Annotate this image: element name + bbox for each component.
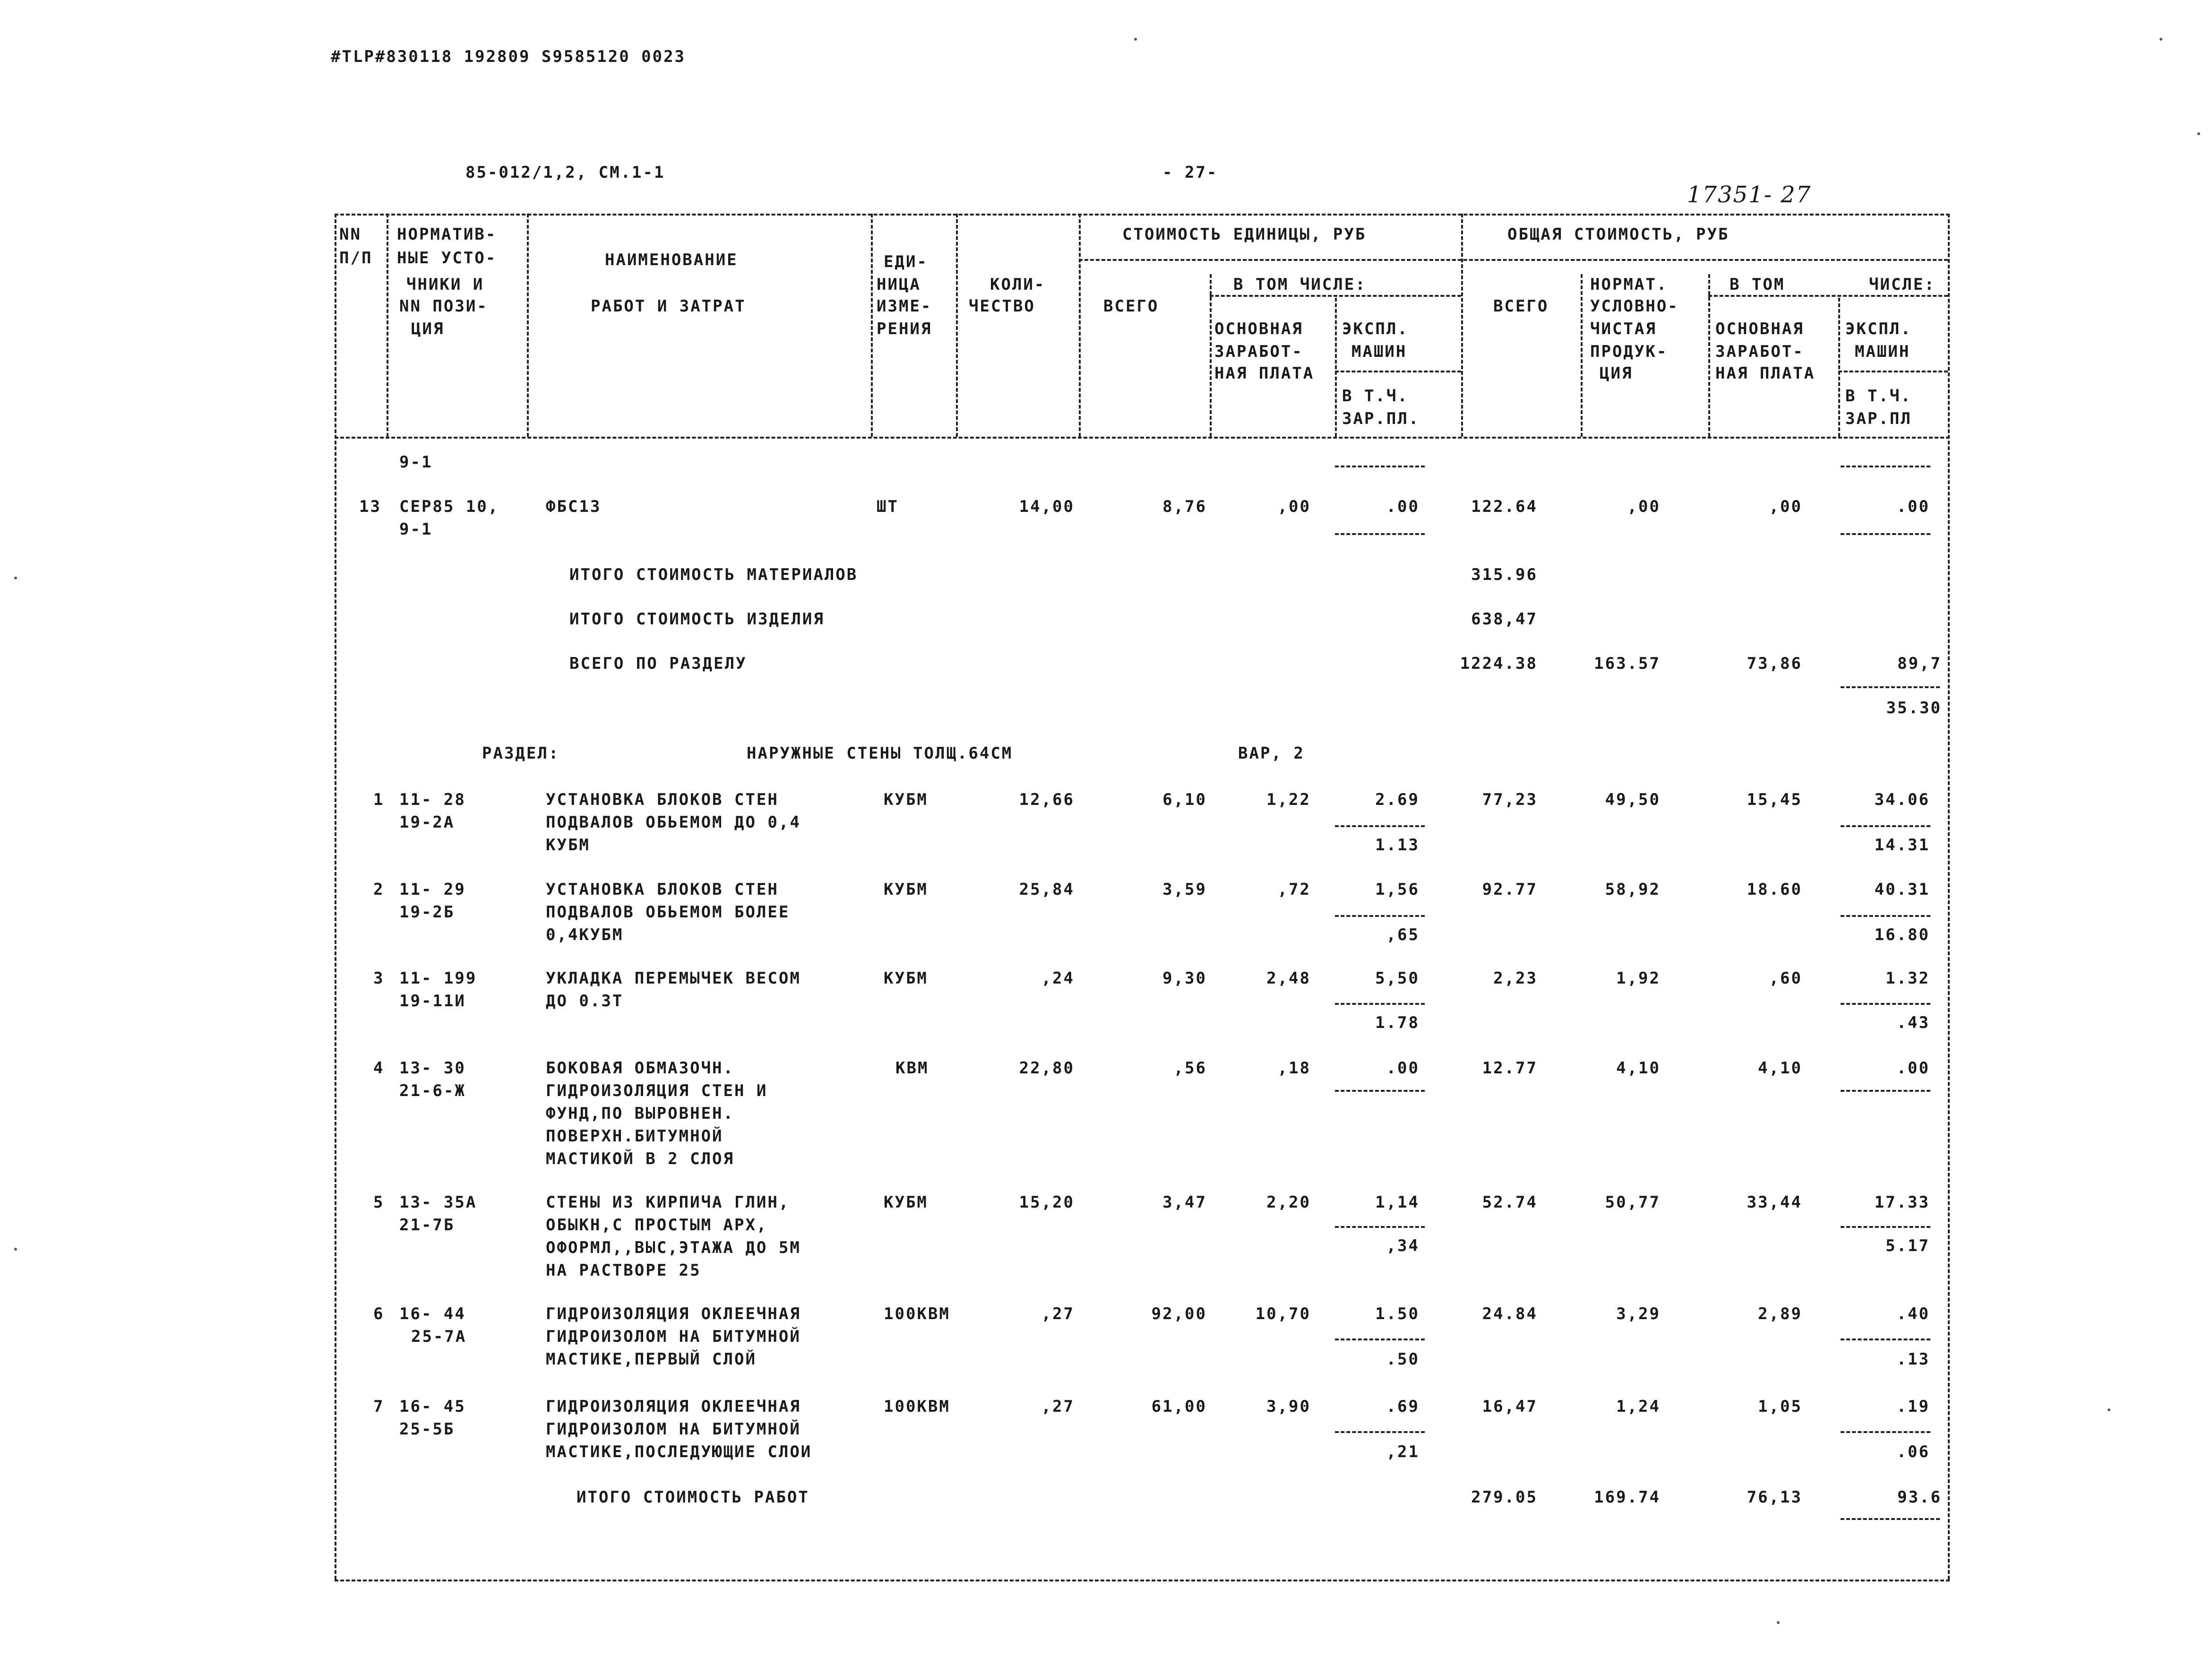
item-code2: 21-7Б <box>399 1216 455 1235</box>
item-code1: 16- 45 <box>399 1397 466 1416</box>
item-name-line: ФУНД,ПО ВЫРОВНЕН. <box>546 1104 734 1123</box>
header-normat-4: ПРОДУК- <box>1590 342 1668 361</box>
item-unit: КУБМ <box>884 880 928 899</box>
header-total-ekspl-1: ЭКСПЛ. <box>1845 320 1912 338</box>
item-code2: 21-6-Ж <box>399 1081 466 1100</box>
header-unit-3: ИЗМЕ- <box>877 297 932 316</box>
item-total-mach-separator <box>1841 915 1930 917</box>
item-code2: 19-11И <box>399 992 466 1010</box>
item-total-mach-separator <box>1841 1226 1930 1228</box>
item-unit: 100КВМ <box>884 1397 950 1416</box>
products-total-value: 638,47 <box>1471 610 1538 629</box>
row13-total-mach: .00 <box>1896 497 1930 516</box>
item-unit-total: 61,00 <box>1151 1397 1207 1416</box>
item-total-mach: .00 <box>1896 1059 1930 1078</box>
item-total-wage: 2,89 <box>1758 1304 1802 1323</box>
item-unit-mach: 5,50 <box>1375 969 1420 988</box>
item-name-line: УКЛАДКА ПЕРЕМЫЧЕК ВЕСОМ <box>546 969 801 988</box>
item-code1: 13- 30 <box>399 1059 466 1078</box>
section-variant: ВАР, 2 <box>1238 744 1305 763</box>
item-unit-mach-wage: ,65 <box>1386 925 1420 944</box>
header-total-osnovnaya-3: НАЯ ПЛАТА <box>1715 364 1816 383</box>
header-nn: NN <box>339 225 361 244</box>
item-name-line: СТЕНЫ ИЗ КИРПИЧА ГЛИН, <box>546 1193 790 1212</box>
header-normat-3: ЧИСТАЯ <box>1590 320 1657 338</box>
item-num: 3 <box>373 969 385 988</box>
item-total: 2,23 <box>1493 969 1538 988</box>
item-num: 2 <box>373 880 385 899</box>
item-unit-mach-separator <box>1335 1090 1425 1092</box>
item-name-line: ДО 0.3Т <box>546 992 624 1010</box>
header-qty-2: ЧЕСТВО <box>969 297 1035 316</box>
item-total-norm: 49,50 <box>1605 790 1661 809</box>
item-total-mach-wage: .06 <box>1896 1442 1930 1461</box>
header-total-osnovnaya-1: ОСНОВНАЯ <box>1715 320 1804 338</box>
header-unit-ekspl-1: ЭКСПЛ. <box>1342 320 1409 338</box>
item-name-line: ГИДРОИЗОЛОМ НА БИТУМНОЙ <box>546 1327 801 1346</box>
header-divider-8 <box>1335 298 1337 437</box>
item-total-mach: 34.06 <box>1874 790 1930 809</box>
item-code2: 25-5Б <box>399 1420 455 1439</box>
header-divider-7 <box>1210 274 1212 437</box>
item-qty: ,27 <box>1041 1397 1075 1416</box>
header-normative-5: ЦИЯ <box>411 320 445 338</box>
row13-unit-mach: .00 <box>1386 497 1420 516</box>
header-total-chisle: ЧИСЛЕ: <box>1869 275 1936 294</box>
item-total-mach: 1.32 <box>1885 969 1930 988</box>
section-total-label: ВСЕГО ПО РАЗДЕЛУ <box>569 654 747 673</box>
header-unit-4: РЕНИЯ <box>877 320 932 338</box>
header-divider-9 <box>1581 274 1583 437</box>
header-total-vsego: ВСЕГО <box>1493 297 1549 316</box>
handwritten-sheet-number: 17351- 27 <box>1687 181 1812 208</box>
table-left-border <box>335 214 336 1580</box>
item-code1: 16- 44 <box>399 1304 466 1323</box>
header-name-2: РАБОТ И ЗАТРАТ <box>591 297 746 316</box>
row13-unit-mach-separator <box>1335 533 1425 535</box>
item-total-wage: 4,10 <box>1758 1059 1802 1078</box>
header-subline-4 <box>1335 371 1461 372</box>
item-unit-mach-separator <box>1335 915 1425 917</box>
item-total-norm: 1,24 <box>1616 1397 1661 1416</box>
header-unit-osnovnaya-1: ОСНОВНАЯ <box>1214 320 1303 338</box>
item-total: 77,23 <box>1482 790 1538 809</box>
works-total-norm: 169.74 <box>1594 1488 1661 1507</box>
header-divider-11 <box>1838 298 1840 437</box>
item-total: 16,47 <box>1482 1397 1538 1416</box>
header-unit-vtch-2: ЗАР.ПЛ. <box>1342 409 1420 428</box>
item-name-line: ПОВЕРХН.БИТУМНОЙ <box>546 1127 723 1146</box>
header-unit-cost: СТОИМОСТЬ ЕДИНИЦЫ, РУБ <box>1122 225 1367 244</box>
item-num: 7 <box>373 1397 385 1416</box>
item-name-line: МАСТИКЕ,ПОСЛЕДУЮЩИЕ СЛОИ <box>546 1442 812 1461</box>
item-unit-mach: 1,56 <box>1375 880 1420 899</box>
header-name-1: НАИМЕНОВАНИЕ <box>605 250 738 269</box>
total-mach-separator <box>1841 466 1930 467</box>
item-total-mach-separator <box>1841 1431 1930 1433</box>
item-code1: 13- 35А <box>399 1193 477 1212</box>
header-subline-2 <box>1210 295 1461 297</box>
row13-total: 122.64 <box>1471 497 1538 516</box>
item-total-mach-separator <box>1841 1338 1930 1340</box>
scan-speck <box>1777 1621 1780 1624</box>
item-name-line: ОБЫКН,С ПРОСТЫМ АРХ, <box>546 1216 768 1235</box>
mach-separator <box>1335 466 1425 467</box>
item-total: 24.84 <box>1482 1304 1538 1323</box>
item-total-wage: 15,45 <box>1747 790 1802 809</box>
header-normative-2: НЫЕ УСТО- <box>397 249 497 268</box>
item-unit: КУБМ <box>884 790 928 809</box>
item-total-mach: 17.33 <box>1874 1193 1930 1212</box>
item-unit: КУБМ <box>884 1193 928 1212</box>
header-subline-5 <box>1838 371 1948 372</box>
section-total: 1224.38 <box>1460 654 1538 673</box>
header-divider-10 <box>1708 274 1710 437</box>
header-total-ekspl-2: МАШИН <box>1855 342 1911 361</box>
item-unit-mach-wage: ,34 <box>1386 1236 1420 1255</box>
item-unit-mach: .69 <box>1386 1397 1420 1416</box>
item-unit-mach-separator <box>1335 1431 1425 1433</box>
scan-speck <box>1134 38 1137 41</box>
item-total: 92.77 <box>1482 880 1538 899</box>
item-code2: 19-2Б <box>399 903 455 922</box>
row13-total-mach-separator <box>1841 533 1930 535</box>
section-label: РАЗДЕЛ: <box>482 744 560 763</box>
item-total-norm: 58,92 <box>1605 880 1661 899</box>
row13-total-norm: ,00 <box>1627 497 1661 516</box>
row13-unit-total: 8,76 <box>1162 497 1207 516</box>
header-unit-osnovnaya-3: НАЯ ПЛАТА <box>1214 364 1315 383</box>
item-unit-mach-wage: ,21 <box>1386 1442 1420 1461</box>
item-unit-mach-separator <box>1335 825 1425 827</box>
item-unit: 100КВМ <box>884 1304 950 1323</box>
header-normat-2: УСЛОВНО- <box>1590 297 1679 316</box>
item-unit-mach: 1.50 <box>1375 1304 1420 1323</box>
item-unit-total: ,56 <box>1173 1059 1207 1078</box>
item-total-mach-separator <box>1841 1003 1930 1005</box>
header-total-v-tom: В ТОМ <box>1730 275 1785 294</box>
item-num: 1 <box>373 790 385 809</box>
works-total-label: ИТОГО СТОИМОСТЬ РАБОТ <box>577 1488 809 1507</box>
header-divider-2 <box>527 214 529 437</box>
materials-total-value: 315.96 <box>1471 565 1538 584</box>
header-qty-1: КОЛИ- <box>990 275 1046 294</box>
item-code1: 11- 199 <box>399 969 477 988</box>
item-num: 5 <box>373 1193 385 1212</box>
scan-speck <box>14 1248 17 1251</box>
row13-num: 13 <box>359 497 381 516</box>
header-unit-osnovnaya-2: ЗАРАБОТ- <box>1214 342 1303 361</box>
page-number: - 27- <box>1162 163 1218 182</box>
table-right-border <box>1948 214 1950 1580</box>
item-total: 12.77 <box>1482 1059 1538 1078</box>
header-unit-v-tom-chisle: В ТОМ ЧИСЛЕ: <box>1233 275 1367 294</box>
row13-total-wage: ,00 <box>1769 497 1802 516</box>
item-total-mach-wage: 16.80 <box>1874 925 1930 944</box>
item-name-line: ГИДРОИЗОЛЯЦИЯ СТЕН И <box>546 1081 768 1100</box>
section-total-mach-separator <box>1841 686 1940 688</box>
item-total-mach-wage: 14.31 <box>1874 836 1930 855</box>
item-unit-total: 9,30 <box>1162 969 1207 988</box>
item-unit-mach: 1,14 <box>1375 1193 1420 1212</box>
section-total-mach: 89,7 <box>1897 654 1942 673</box>
item-total-norm: 50,77 <box>1605 1193 1661 1212</box>
item-total-wage: 33,44 <box>1747 1193 1802 1212</box>
item-unit-mach-wage: .50 <box>1386 1350 1420 1369</box>
item-total-mach: .40 <box>1896 1304 1930 1323</box>
header-normat-1: НОРМАТ. <box>1590 275 1668 294</box>
works-total-wage: 76,13 <box>1747 1488 1802 1507</box>
item-name-line: ПОДВАЛОВ ОБЬЕМОМ ДО 0,4 <box>546 813 801 832</box>
item-code2: 25-7А <box>411 1327 467 1346</box>
item-name-line: БОКОВАЯ ОБМАЗОЧН. <box>546 1059 734 1078</box>
item-unit-mach-separator <box>1335 1338 1425 1340</box>
header-divider-4 <box>956 214 958 437</box>
item-total: 52.74 <box>1482 1193 1538 1212</box>
header-bottom-border <box>335 437 1950 439</box>
item-total-mach: 40.31 <box>1874 880 1930 899</box>
item-name-line: ГИДРОИЗОЛЯЦИЯ ОКЛЕЕЧНАЯ <box>546 1397 801 1416</box>
item-total-wage: 1,05 <box>1758 1397 1802 1416</box>
item-code1: 11- 29 <box>399 880 466 899</box>
item-unit-wage: ,72 <box>1277 880 1311 899</box>
header-divider-1 <box>387 214 388 437</box>
materials-total-label: ИТОГО СТОИМОСТЬ МАТЕРИАЛОВ <box>569 565 858 584</box>
item-unit-wage: ,18 <box>1277 1059 1311 1078</box>
table-bottom-border <box>335 1580 1950 1581</box>
item-qty: 12,66 <box>1019 790 1075 809</box>
table-top-border <box>335 214 1950 216</box>
header-unit-ekspl-2: МАШИН <box>1351 342 1407 361</box>
item-name-line: ГИДРОИЗОЛЯЦИЯ ОКЛЕЕЧНАЯ <box>546 1304 801 1323</box>
item-unit-mach-wage: 1.78 <box>1375 1013 1420 1032</box>
header-total-vtch-1: В Т.Ч. <box>1845 387 1912 406</box>
item-name-line: МАСТИКЕ,ПЕРВЫЙ СЛОЙ <box>546 1350 757 1369</box>
header-unit-vsego: ВСЕГО <box>1103 297 1159 316</box>
section-total-norm: 163.57 <box>1594 654 1661 673</box>
item-qty: 15,20 <box>1019 1193 1075 1212</box>
item-total-mach-separator <box>1841 1090 1930 1092</box>
row13-code1: СЕР85 10, <box>399 497 499 516</box>
header-subline-1 <box>1079 259 1948 261</box>
works-total: 279.05 <box>1471 1488 1538 1507</box>
item-unit-total: 92,00 <box>1151 1304 1207 1323</box>
header-normative-1: НОРМАТИВ- <box>397 225 497 244</box>
header-unit-vtch-1: В Т.Ч. <box>1342 387 1409 406</box>
item-unit-wage: 1,22 <box>1266 790 1311 809</box>
document-reference: 85-012/1,2, СМ.1-1 <box>465 163 665 182</box>
item-total-mach-separator <box>1841 825 1930 827</box>
products-total-label: ИТОГО СТОИМОСТЬ ИЗДЕЛИЯ <box>569 610 825 629</box>
item-unit-mach-wage: 1.13 <box>1375 836 1420 855</box>
scan-speck <box>2108 1408 2110 1411</box>
item-unit-mach-separator <box>1335 1003 1425 1005</box>
row13-unit: ШТ <box>877 497 899 516</box>
item-unit: КУБМ <box>884 969 928 988</box>
header-normative-4: NN ПОЗИ- <box>399 297 488 316</box>
item-name-line: УСТАНОВКА БЛОКОВ СТЕН <box>546 790 779 809</box>
item-name-line: НА РАСТВОРЕ 25 <box>546 1261 701 1280</box>
item-qty: 22,80 <box>1019 1059 1075 1078</box>
header-divider-3 <box>871 214 873 437</box>
item-unit-total: 3,59 <box>1162 880 1207 899</box>
section-name: НАРУЖНЫЕ СТЕНЫ ТОЛЩ.64СМ <box>747 744 1013 763</box>
item-unit-mach: 2.69 <box>1375 790 1420 809</box>
row13-code2: 9-1 <box>399 520 433 539</box>
header-total-cost: ОБЩАЯ СТОИМОСТЬ, РУБ <box>1507 225 1730 244</box>
item-unit: КВМ <box>895 1059 929 1078</box>
header-unit-2: НИЦА <box>877 275 921 294</box>
header-divider-5 <box>1079 214 1081 437</box>
works-total-mach: 93.6 <box>1897 1488 1942 1507</box>
item-unit-total: 6,10 <box>1162 790 1207 809</box>
row13-unit-wage: ,00 <box>1277 497 1311 516</box>
document-code-line: #TLP#830118 192809 S9585120 0023 <box>331 47 686 66</box>
item-num: 6 <box>373 1304 385 1323</box>
scan-speck <box>14 577 17 579</box>
header-total-osnovnaya-2: ЗАРАБОТ- <box>1715 342 1804 361</box>
header-normative-3: ЧНИКИ И <box>406 275 484 294</box>
row13-qty: 14,00 <box>1019 497 1075 516</box>
header-subline-3 <box>1708 295 1948 297</box>
item-name-line: ГИДРОИЗОЛОМ НА БИТУМНОЙ <box>546 1420 801 1439</box>
header-pp: П/П <box>339 249 373 268</box>
item-unit-total: 3,47 <box>1162 1193 1207 1212</box>
item-unit-wage: 3,90 <box>1266 1397 1311 1416</box>
header-normat-5: ЦИЯ <box>1600 364 1633 383</box>
item-code1: 11- 28 <box>399 790 466 809</box>
item-name-line: ОФОРМЛ,,ВЫС,ЭТАЖА ДО 5М <box>546 1238 801 1257</box>
item-qty: ,24 <box>1041 969 1075 988</box>
item-total-wage: 18.60 <box>1747 880 1802 899</box>
section-total-mach-wage: 35.30 <box>1886 699 1942 717</box>
item-unit-mach-separator <box>1335 1226 1425 1228</box>
item-total-mach-wage: 5.17 <box>1885 1236 1930 1255</box>
item-name-line: МАСТИКОЙ В 2 СЛОЯ <box>546 1149 734 1168</box>
header-unit-1: ЕДИ- <box>884 252 928 271</box>
item-total-mach-wage: .13 <box>1896 1350 1930 1369</box>
item-total-norm: 3,29 <box>1616 1304 1661 1323</box>
works-total-mach-separator <box>1841 1518 1940 1520</box>
item-name-line: 0,4КУБМ <box>546 925 624 944</box>
scan-speck <box>2197 132 2200 135</box>
scan-speck <box>2160 38 2162 41</box>
item-unit-wage: 2,48 <box>1266 969 1311 988</box>
item-unit-mach: .00 <box>1386 1059 1420 1078</box>
continued-code: 9-1 <box>399 453 433 472</box>
item-name-line: УСТАНОВКА БЛОКОВ СТЕН <box>546 880 779 899</box>
item-total-norm: 1,92 <box>1616 969 1661 988</box>
item-name-line: ПОДВАЛОВ ОБЬЕМОМ БОЛЕЕ <box>546 903 790 922</box>
item-qty: ,27 <box>1041 1304 1075 1323</box>
item-name-line: КУБМ <box>546 836 590 855</box>
item-total-mach: .19 <box>1896 1397 1930 1416</box>
item-total-mach-wage: .43 <box>1896 1013 1930 1032</box>
header-divider-6 <box>1461 214 1463 437</box>
item-unit-wage: 2,20 <box>1266 1193 1311 1212</box>
row13-name: ФБС13 <box>546 497 602 516</box>
item-code2: 19-2А <box>399 813 455 832</box>
item-unit-wage: 10,70 <box>1255 1304 1311 1323</box>
item-total-norm: 4,10 <box>1616 1059 1661 1078</box>
item-qty: 25,84 <box>1019 880 1075 899</box>
header-total-vtch-2: ЗАР.ПЛ <box>1845 409 1912 428</box>
section-total-wage: 73,86 <box>1747 654 1802 673</box>
item-total-wage: ,60 <box>1769 969 1802 988</box>
item-num: 4 <box>373 1059 385 1078</box>
